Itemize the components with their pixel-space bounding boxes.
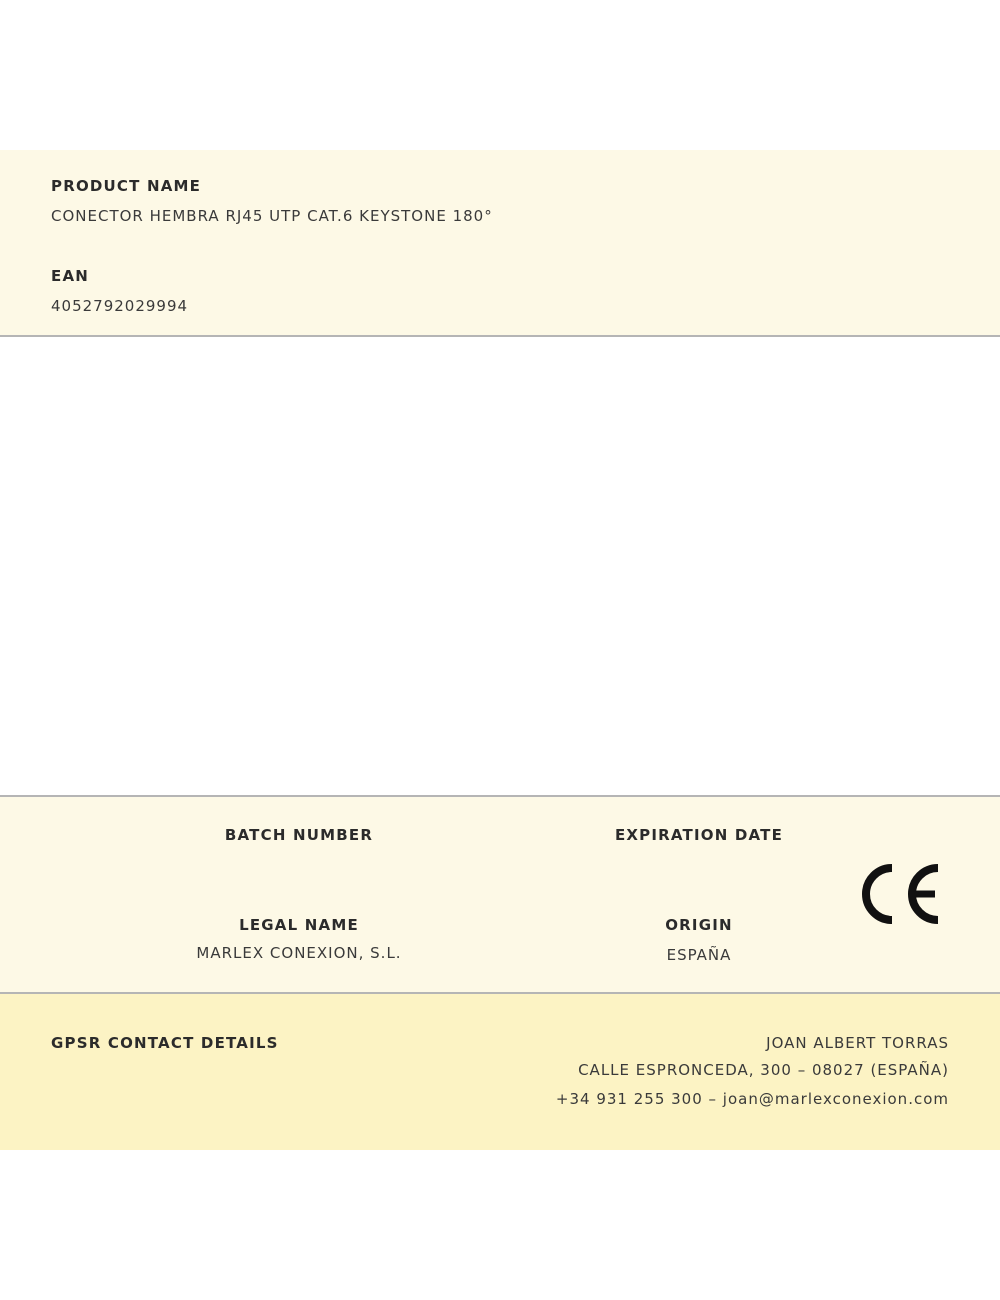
product-name-value: CONECTOR HEMBRA RJ45 UTP CAT.6 KEYSTONE 180° <box>51 207 493 225</box>
legal-name-value: MARLEX CONEXION, S.L. <box>196 944 402 962</box>
gpsr-contact-section <box>0 994 1000 1150</box>
ce-mark-icon <box>858 863 944 925</box>
expiration-date-heading: EXPIRATION DATE <box>614 826 784 844</box>
product-details-section <box>0 795 1000 994</box>
ean-value: 4052792029994 <box>51 297 189 315</box>
product-name-heading: PRODUCT NAME <box>51 177 202 195</box>
product-info-section <box>0 150 1000 337</box>
ean-heading: EAN <box>51 267 90 285</box>
legal-name-heading: LEGAL NAME <box>239 916 359 934</box>
origin-heading: ORIGIN <box>665 916 733 934</box>
origin-value: ESPAÑA <box>666 946 732 964</box>
gpsr-phone-email: +34 931 255 300 – joan@marlexconexion.com <box>555 1090 949 1108</box>
batch-number-heading: BATCH NUMBER <box>224 826 374 844</box>
gpsr-address: CALLE ESPRONCEDA, 300 – 08027 (ESPAÑA) <box>578 1061 949 1079</box>
gpsr-heading: GPSR CONTACT DETAILS <box>51 1034 279 1052</box>
gpsr-contact-name: JOAN ALBERT TORRAS <box>766 1034 949 1052</box>
